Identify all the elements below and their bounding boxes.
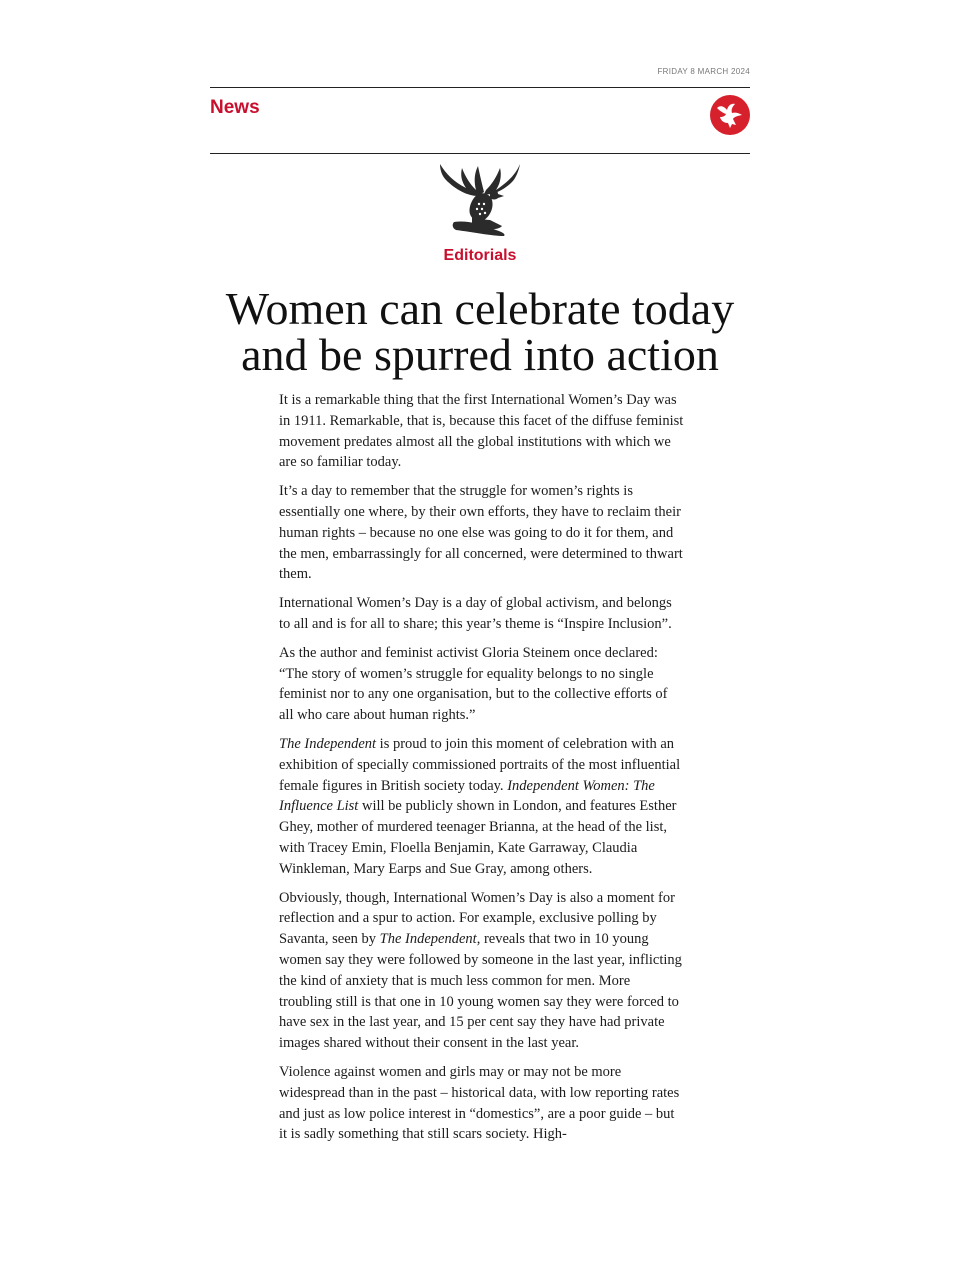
paragraph-text: International Women’s Day is a day of global activism, and belongs to all and is for all to share; this year’s theme is “Inspire Inclusion”.: [279, 595, 672, 632]
top-divider: [210, 87, 750, 88]
article-paragraph: [279, 390, 685, 473]
eagle-icon: [432, 160, 528, 240]
eagle-icon: [710, 95, 750, 135]
article-paragraph: [279, 643, 685, 726]
editorials-kicker: Editorials: [443, 247, 517, 264]
article-paragraph: [279, 1062, 685, 1145]
paragraph-text: It’s a day to remember that the struggle for women’s rights is essentially one where, by their own efforts, they have to reclaim their human rights – because no one else was going to do it for them, and the men, embarrassingly for all concerned, were determined to thwart them.: [279, 483, 683, 583]
section-label[interactable]: News: [210, 97, 260, 118]
article-paragraph: [279, 481, 685, 585]
italic-title: The Independent: [379, 931, 477, 948]
paragraph-text: It is a remarkable thing that the first International Women’s Day was in 1911. Remarkable, that is, because this facet of the diffuse feminist movement predates almost all the global institutions with which we are so familiar today.: [279, 392, 684, 471]
paragraph-text: , reveals that two in 10 young women say they were followed by someone in the last year, inflicting the kind of anxiety that is much less common for men. More troubling still is that one in 10 young women say they were forced to have sex in the last year, and 15 per cent say they have had private images shared without their consent in the last year.: [279, 931, 682, 1052]
paragraph-text: Violence against women and girls may or may not be more widespread than in the past – historical data, with low reporting rates and just as low police interest in “domestics”, are a poor guide – but it is sadly something that still scars society. High-: [279, 1063, 680, 1143]
header-divider: [210, 153, 750, 154]
paragraph-text: will be publicly shown in London, and features Esther Ghey, mother of murdered teenager Brianna, at the head of the list, with Tracey Emin, Floella Benjamin, Kate Garraway, Claudia Winkleman, Mary Earps and Sue Gray, among others.: [279, 798, 677, 877]
brand-logo[interactable]: [710, 95, 750, 135]
headline: Women can celebrate today and be spurred into action: [225, 283, 735, 380]
italic-title: The Independent: [279, 735, 377, 752]
paragraph-text: Obviously, though, International Women’s Day is also a moment for reflection and a spur to action. For example, exclusive polling by Savanta, seen by: [279, 889, 675, 948]
paragraph-text: As the author and feminist activist Gloria Steinem once declared: “The story of women’s struggle for equality belongs to no single feminist nor to any one organisation, but to the collective efforts of all who care about human rights.”: [279, 644, 668, 724]
dateline: FRIDAY 8 MARCH 2024: [657, 67, 750, 76]
article-body: [279, 390, 685, 1153]
article-paragraph: [279, 734, 685, 880]
italic-title: Independent Women: The Influence List: [279, 777, 655, 815]
article-paragraph: [279, 888, 685, 1054]
article-paragraph: [279, 593, 685, 635]
paragraph-text: is proud to join this moment of celebration with an exhibition of specially commissioned portraits of the most influential female figures in British society today.: [279, 735, 681, 794]
